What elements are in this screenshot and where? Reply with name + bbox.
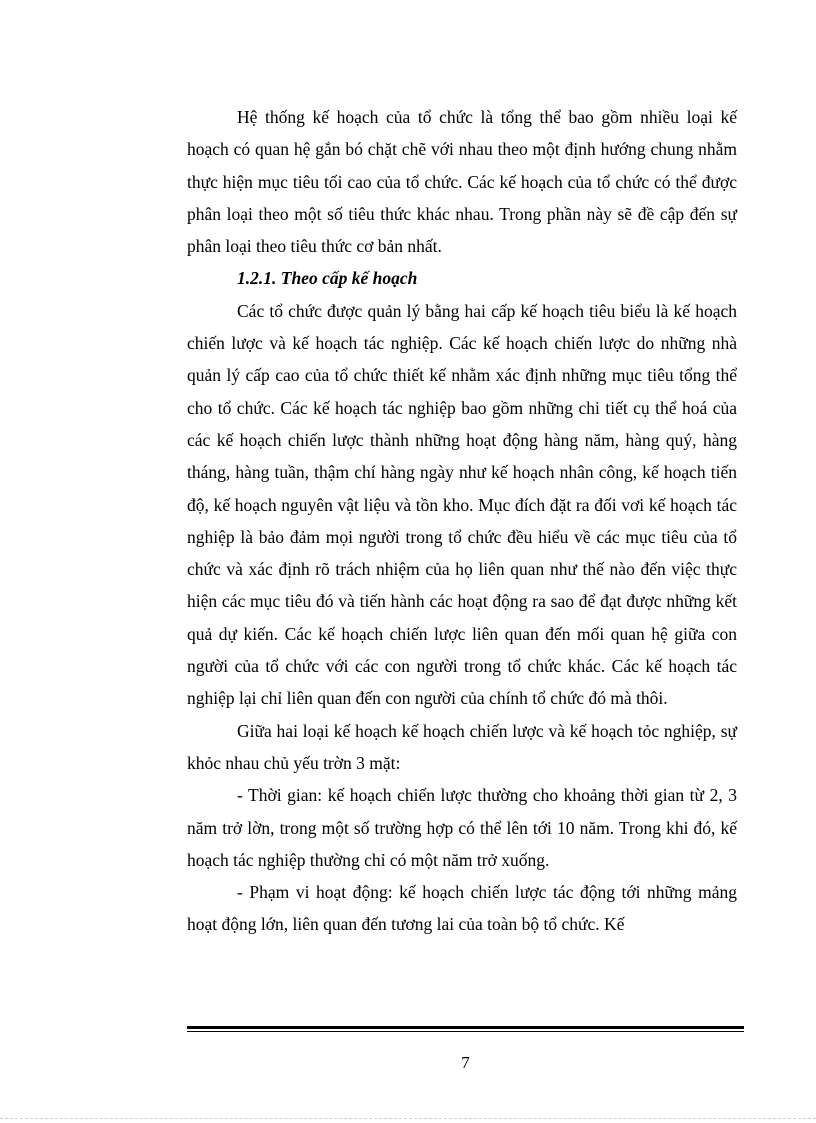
page-number: 7 bbox=[461, 1053, 470, 1072]
footer-double-rule bbox=[187, 1026, 744, 1032]
body-text bbox=[187, 101, 737, 941]
time-paragraph: - Thời gian: kế hoạch chiến lược thường cho khoảng thời gian từ 2, 3 năm trở lờn, trong một số trường hợp có thể lên tới 10 năm. Trong khi đó, kế hoạch tác nghiệp thường chỉ có một năm trở xuống. bbox=[187, 785, 737, 870]
scope-paragraph: - Phạm vi hoạt động: kế hoạch chiến lược tác động tới những mảng hoạt động lớn, liên quan đến tương lai của toàn bộ tổ chức. Kế bbox=[187, 882, 737, 935]
planning-levels-paragraph: Các tổ chức được quản lý bằng hai cấp kế hoạch tiêu biểu là kế hoạch chiến lược và kế hoạch tác nghiệp. Các kế hoạch chiến lược do những nhà quản lý cấp cao của tổ chức thiết kế nhằm xác định những mục tiêu tổng thể cho tổ chức. Các kế hoạch tác nghiệp bao gồm những chi tiết cụ thể hoá của các kế hoạch chiến lược thành những hoạt động hàng năm, hàng quý, hàng tháng, hàng tuần, thậm chí hàng ngày như kế hoạch nhân công, kế hoạch tiến độ, kế hoạch nguyên vật liệu và tồn kho. Mục đích đặt ra đối vơi kế hoạch tác nghiệp là bảo đảm mọi người trong tổ chức đều hiểu về các mục tiêu của tổ chức và xác định rõ trách nhiệm của họ liên quan như thế nào đến việc thực hiện các mục tiêu đó và tiến hành các hoạt động ra sao để đạt được những kết quả dự kiến. Các kế hoạch chiến lược liên quan đến mối quan hệ giữa con người của tổ chức với các con người trong tổ chức khác. Các kế hoạch tác nghiệp lại chỉ liên quan đến con người của chính tổ chức đó mà thôi. bbox=[187, 300, 737, 709]
page-boundary bbox=[0, 1118, 816, 1119]
intro-paragraph: Hệ thống kế hoạch của tổ chức là tổng thể bao gồm nhiều loại kế hoạch có quan hệ gắn bó chặt chẽ với nhau theo một định hướng chung nhằm thực hiện mục tiêu tối cao của tổ chức. Các kế hoạch của tổ chức có thể được phân loại theo một số tiêu thức khác nhau. Trong phần này sẽ đề cập đến sự phân loại theo tiêu thức cơ bản nhất. bbox=[187, 107, 737, 257]
section-heading: 1.2.1. Theo cấp kế hoạch bbox=[237, 268, 418, 289]
differences-paragraph: Giữa hai loại kế hoạch kế hoạch chiến lược và kế hoạch tỏc nghiệp, sự khỏc nhau chủ yếu trờn 3 mặt: bbox=[187, 720, 737, 773]
